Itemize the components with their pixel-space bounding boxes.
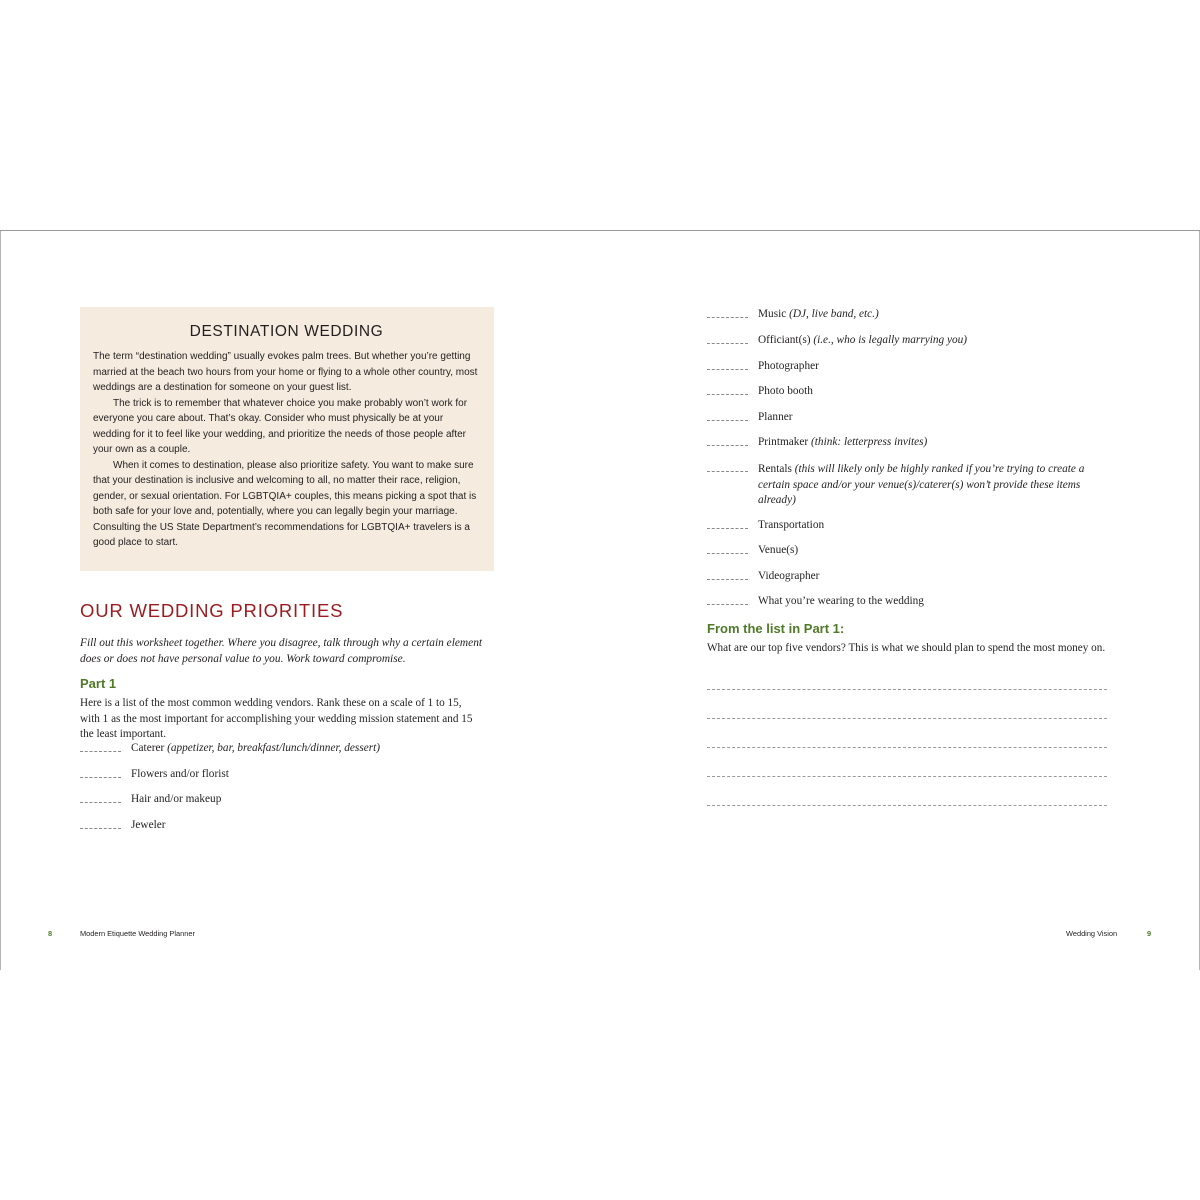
answer-line[interactable] [707,776,1107,777]
vendor-note: (i.e., who is legally marrying you) [813,334,968,346]
answer-line[interactable] [707,689,1107,690]
rank-blank[interactable] [707,471,748,472]
answer-line[interactable] [707,805,1107,806]
vendor-label: Printmaker [758,436,812,448]
vendor-label: Jeweler [131,819,166,831]
vendor-label: Photographer [758,360,819,372]
rank-blank[interactable] [80,751,121,752]
part1-description: Here is a list of the most common wedding vendors. Rank these on a scale of 1 to 15, with 1 as the most important for accomplishing your wedding mission statement and 15 the least important. [80,697,473,740]
vendor-label: Transportation [758,519,825,531]
rank-blank[interactable] [80,802,121,803]
vendor-label: Photo booth [758,385,813,397]
sidebar-paragraph: The trick is to remember that whatever choice you make probably won’t work for everyone you care about. That’s okay. Consider who must physically be at your wedding for it to feel like your wedding, and prioritize the needs of those people after your own as a couple. [93,397,468,455]
rank-blank[interactable] [707,445,748,446]
rank-blank[interactable] [707,369,748,370]
rank-blank[interactable] [707,604,748,605]
rank-blank[interactable] [707,528,748,529]
rank-blank[interactable] [707,317,748,318]
sidebar-title: DESTINATION WEDDING [189,323,384,340]
vendor-label: Music [758,308,790,320]
vendor-note: (DJ, live band, etc.) [789,308,879,320]
sidebar-paragraph: The term “destination wedding” usually evokes palm trees. But whether you’re getting married at the beach two hours from your home or flying to a whole other country, most weddings are a destination for someone on your guest list. [93,351,478,393]
vendor-note: (appetizer, bar, breakfast/lunch/dinner, dessert) [167,742,381,754]
vendor-note: (this will likely only be highly ranked if you’re trying to create a certain space and/or your venue(s)/caterer(s) won’t provide these items already) [758,463,1085,506]
rank-blank[interactable] [80,828,121,829]
part2-heading: From the list in Part 1: [707,621,845,636]
vendor-label: What you’re wearing to the wedding [758,595,924,607]
section-title: OUR WEDDING PRIORITIES [80,600,344,621]
vendor-label: Flowers and/or florist [131,768,229,780]
answer-line[interactable] [707,747,1107,748]
part1-heading: Part 1 [80,676,117,691]
rank-blank[interactable] [707,553,748,554]
destination-wedding-sidebar [80,307,494,571]
rank-blank[interactable] [707,394,748,395]
rank-blank[interactable] [707,343,748,344]
vendor-label: Hair and/or makeup [131,793,222,805]
rank-blank[interactable] [707,420,748,421]
section-intro: Fill out this worksheet together. Where you disagree, talk through why a certain element does or does not have personal value to you. Work toward compromise. [80,637,483,665]
vendor-label: Caterer [131,742,168,754]
vendor-label: Venue(s) [758,544,799,556]
sidebar-paragraph: When it comes to destination, please also prioritize safety. You want to make sure that your destination is inclusive and welcoming to all, no matter their race, religion, gender, or sexual orientation. For LGBTQIA+ couples, this means picking a spot that is both safe for your love and, potentially, where you can legally begin your marriage. Consulting the US State Department’s recommendations for LGBTQIA+ travelers is a good place to start. [93,459,477,548]
left-running-head: Modern Etiquette Wedding Planner [80,929,195,938]
rank-blank[interactable] [80,777,121,778]
right-page-number: 9 [1147,929,1152,938]
vendor-label: Rentals [758,463,795,475]
answer-line[interactable] [707,718,1107,719]
vendor-label: Videographer [758,570,820,582]
left-page-number: 8 [48,929,53,938]
vendor-label: Planner [758,411,793,423]
rank-blank[interactable] [707,579,748,580]
part2-description: What are our top five vendors? This is what we should plan to spend the most money on. [707,642,1106,654]
right-running-head: Wedding Vision [1066,929,1118,938]
vendor-label: Officiant(s) [758,334,814,346]
vendor-note: (think: letterpress invites) [811,436,928,448]
